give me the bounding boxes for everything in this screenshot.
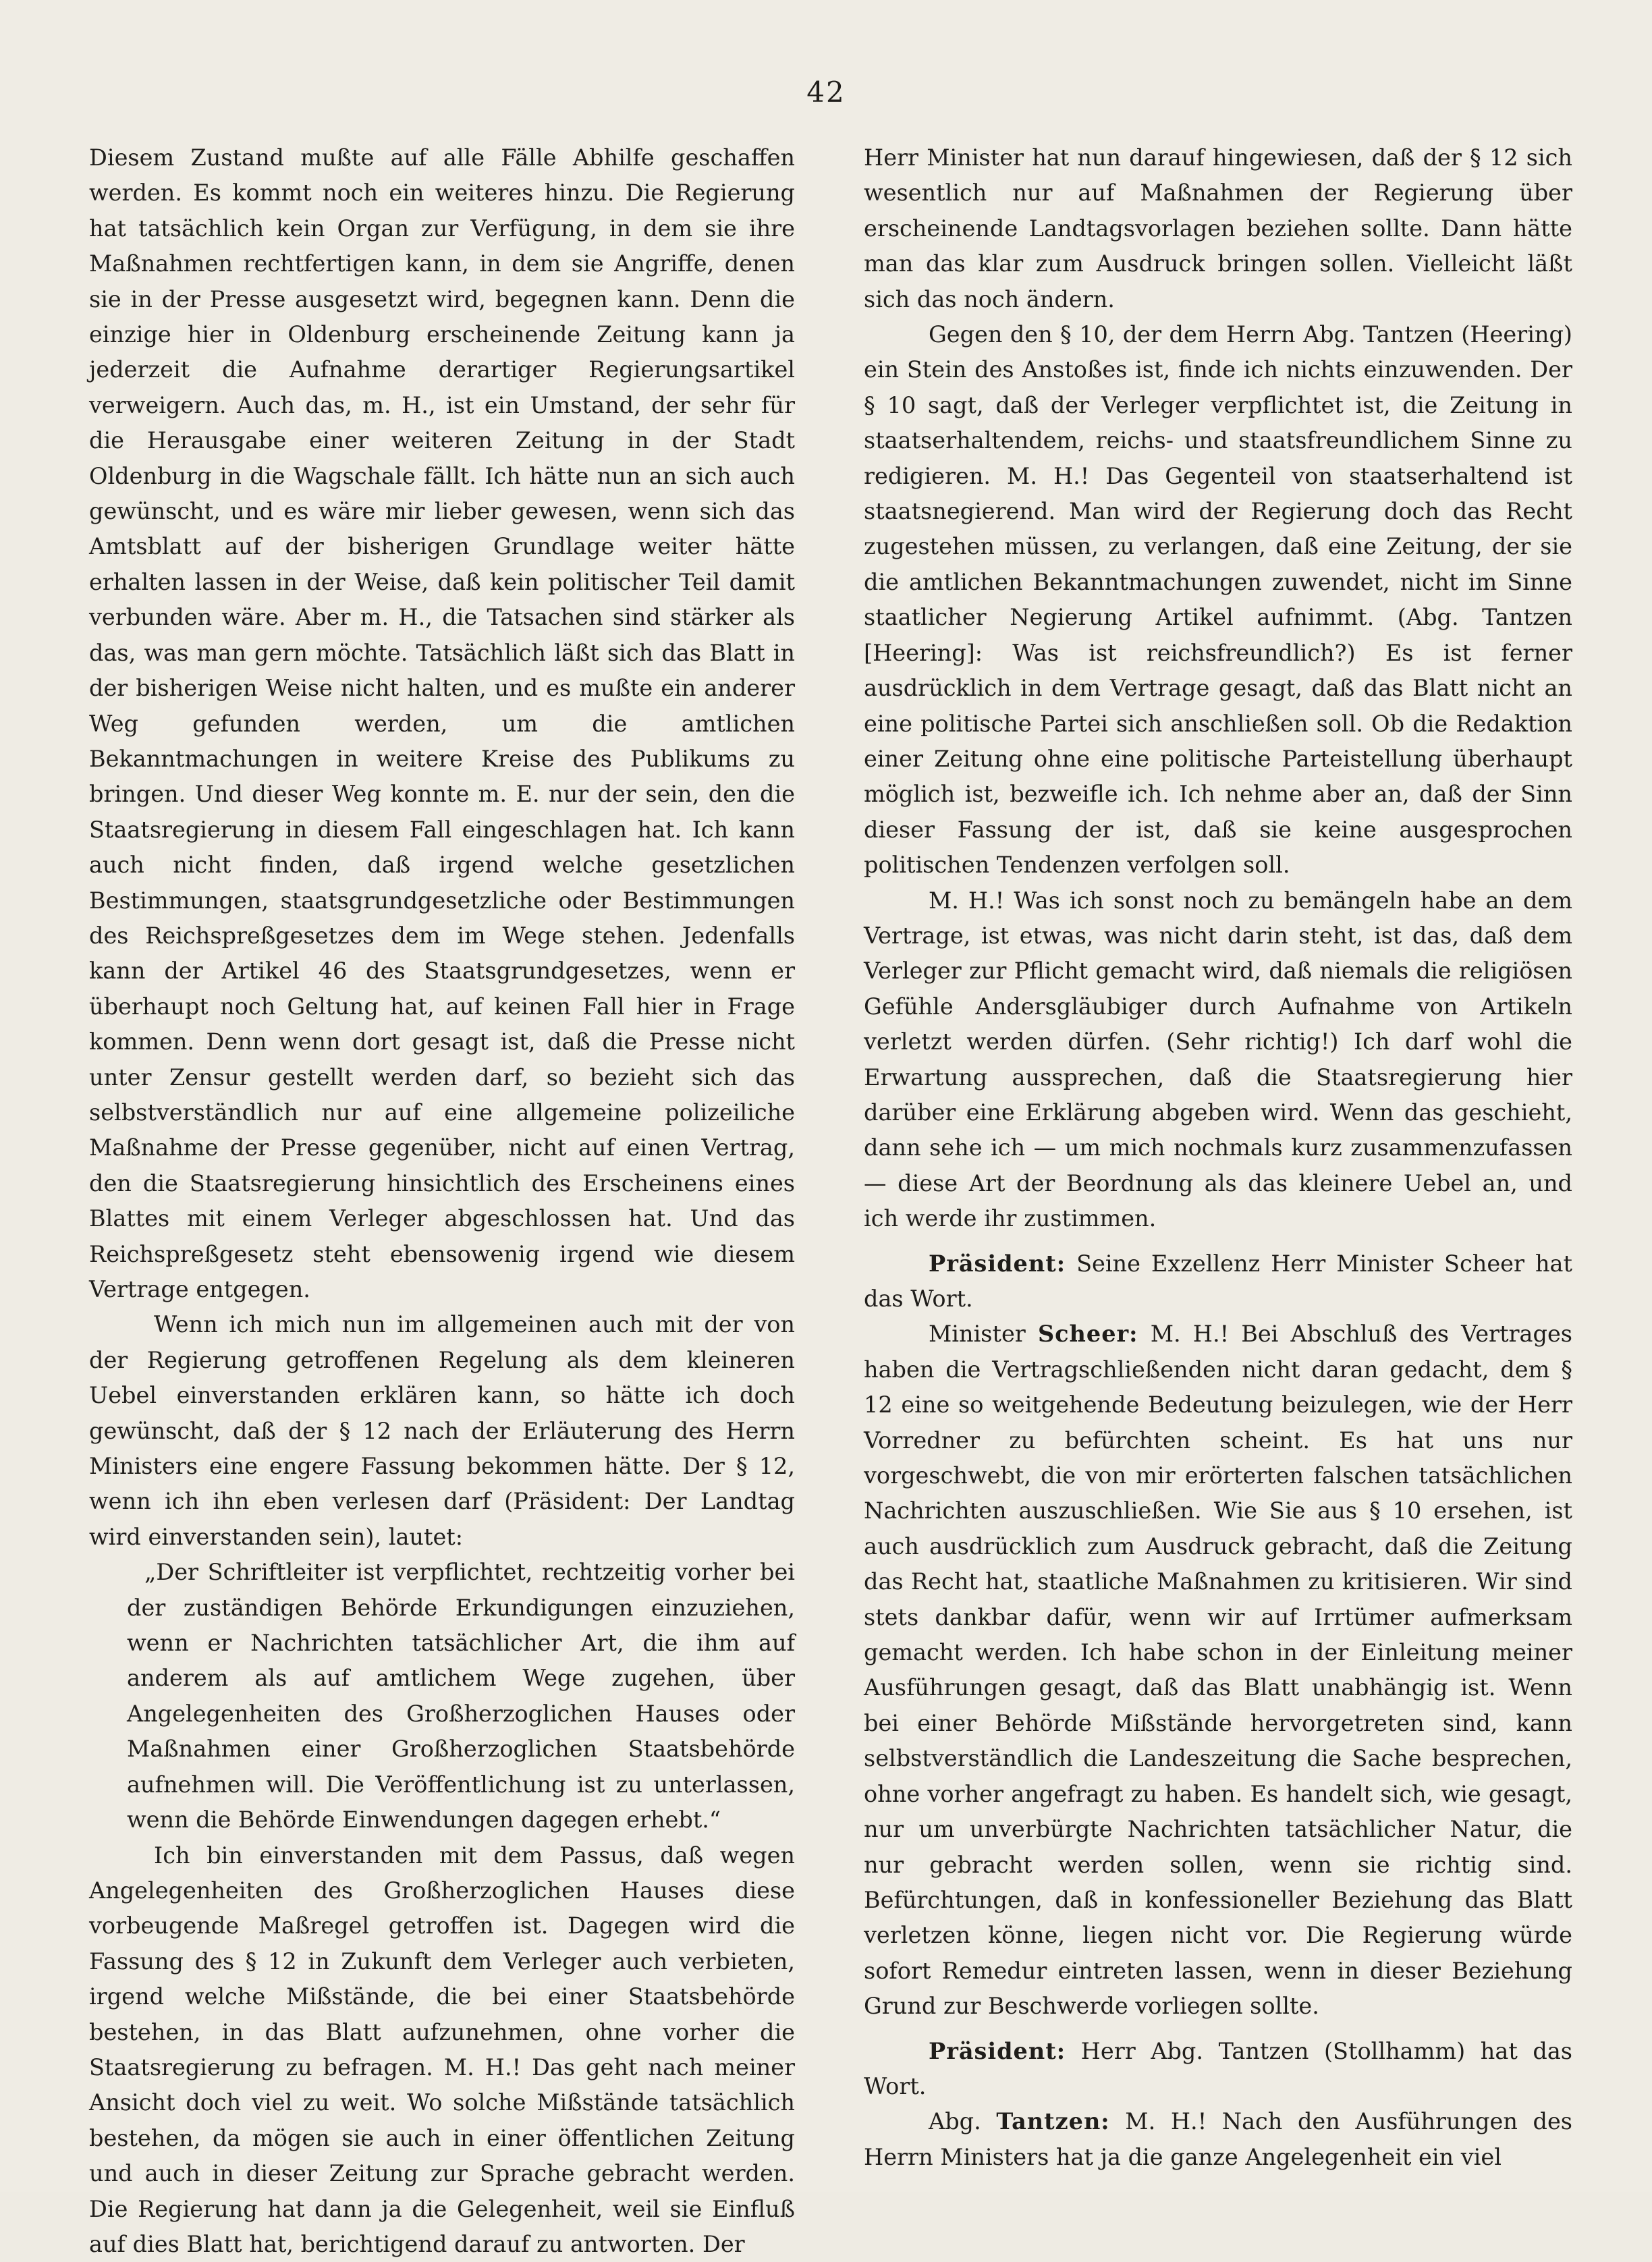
paragraph: Diesem Zustand mußte auf alle Fälle Abhilfe geschaffen werden. Es kommt noch ein weiteres hinzu. Die Regierung hat tatsächlich kein Organ zur Verfügung, in dem sie ihre Maßnahmen rechtfertigen kann, in dem sie Angriffe, denen sie in der Presse ausgesetzt wird, begegnen kann. Denn die einzige hier in Oldenburg erscheinende Zeitung kann ja jederzeit die Aufnahme derartiger Regierungsartikel verweigern. Auch das, m. H., ist ein Umstand, der sehr für die Herausgabe einer weiteren Zeitung in der Stadt Oldenburg in die Wagschale fällt. Ich hätte nun an sich auch gewünscht, und es wäre mir lieber gewesen, wenn sich das Amtsblatt auf der bisherigen Grundlage weiter hätte erhalten lassen in der Weise, daß kein politischer Teil damit verbunden wäre. Aber m. H., die Tatsachen sind stärker als das, was man gern möchte. Tatsächlich läßt sich das Blatt in der bisherigen Weise nicht halten, und es mußte ein anderer Weg gefunden werden, um die amtlichen Bekanntmachungen in weitere Kreise des Publikums zu bringen. Und dieser Weg konnte m. E. nur der sein, den die Staatsregierung in diesem Fall eingeschlagen hat. Ich kann auch nicht finden, daß irgend welche gesetzlichen Bestimmungen, staatsgrundgesetzliche oder Bestimmungen des Reichspreßgesetzes dem im Wege stehen. Jedenfalls kann der Artikel 46 des Staatsgrundgesetzes, wenn er überhaupt noch Geltung hat, auf keinen Fall hier in Frage kommen. Denn wenn dort gesagt ist, daß die Presse nicht unter Zensur gestellt werden darf, so bezieht sich das selbstverständlich nur auf eine allgemeine polizeiliche Maßnahme der Presse gegenüber, nicht auf einen Vertrag, den die Staatsregierung hinsichtlich des Erscheinens eines Blattes mit einem Verleger abgeschlossen hat. Und das Reichspreßgesetz steht ebensowenig irgend wie diesem Vertrage entgegen.: [89, 140, 795, 1307]
paragraph: Herr Minister hat nun darauf hingewiesen, daß der § 12 sich wesentlich nur auf Maßnahmen der Regierung über erscheinende Landtagsvorlagen beziehen sollte. Dann hätte man das klar zum Ausdruck bringen sollen. Vielleicht läßt sich das noch ändern.: [864, 140, 1572, 317]
speaker-paragraph: [864, 2104, 1572, 2175]
speech-text: Herr Abg. Tantzen (Stollhamm) hat das Wort.: [864, 2038, 1572, 2099]
right-column: [864, 140, 1572, 2175]
paragraph: Gegen den § 10, der dem Herrn Abg. Tantzen (Heering) ein Stein des Anstoßes ist, finde ich nichts einzuwenden. Der § 10 sagt, daß der Verleger verpflichtet ist, die Zeitung in staatserhaltendem, reichs- und staatsfreundlichem Sinne zu redigieren. M. H.! Das Gegenteil von staatserhaltend ist staatsnegierend. Man wird der Regierung doch das Recht zugestehen müssen, zu verlangen, daß eine Zeitung, der sie die amtlichen Bekanntmachungen zuwendet, nicht im Sinne staatlicher Negierung Artikel aufnimmt. (Abg. Tantzen [Heering]: Was ist reichsfreundlich?) Es ist ferner ausdrücklich in dem Vertrage gesagt, daß das Blatt nicht an eine politische Partei sich anschließen soll. Ob die Redaktion einer Zeitung ohne eine politische Parteistellung überhaupt möglich ist, bezweifle ich. Ich nehme aber an, daß der Sinn dieser Fassung der ist, daß sie keine ausgesprochen politischen Tendenzen verfolgen soll.: [864, 317, 1572, 883]
page-number: 42: [0, 76, 1652, 109]
speech-text: Seine Exzellenz Herr Minister Scheer hat das Wort.: [864, 1250, 1572, 1312]
speaker-role: Abg.: [929, 2108, 981, 2134]
speaker-label: Tantzen:: [996, 2108, 1109, 2134]
speaker-paragraph: [864, 2034, 1572, 2105]
left-column: [89, 140, 795, 2262]
quoted-paragraph-12: „Der Schriftleiter ist verpflichtet, rechtzeitig vorher bei der zuständigen Behörde Erkundigungen einzuziehen, wenn er Nachrichten tatsächlicher Art, die ihm auf anderem als auf amtlichem Wege zugehen, über Angelegenheiten des Großherzoglichen Hauses oder Maßnahmen einer Großherzoglichen Staatsbehörde aufnehmen will. Die Veröffentlichung ist zu unterlassen, wenn die Behörde Einwendungen dagegen erhebt.“: [127, 1555, 795, 1838]
speaker-paragraph: [864, 1317, 1572, 2024]
speaker-role: Minister: [929, 1321, 1026, 1347]
quotation-block: [127, 1555, 795, 1838]
speech-text: M. H.! Bei Abschluß des Vertrages haben die Vertragschließenden nicht daran gedacht, dem § 12 eine so weitgehende Bedeutung beizulegen, wie der Herr Vorredner zu befürchten scheint. Es hat uns nur vorgeschwebt, die von mir erörterten falschen tatsächlichen Nachrichten auszuschließen. Wie Sie aus § 10 ersehen, ist auch ausdrücklich zum Ausdruck gebracht, daß die Zeitung das Recht hat, staatliche Maßnahmen zu kritisieren. Wir sind stets dankbar dafür, wenn wir auf Irrtümer aufmerksam gemacht werden. Ich habe schon in der Einleitung meiner Ausführungen gesagt, daß das Blatt unabhängig ist. Wenn bei einer Behörde Mißstände hervorgetreten sind, kann selbstverständlich die Landeszeitung die Sache besprechen, ohne vorher angefragt zu haben. Es handelt sich, wie gesagt, nur um unverbürgte Nachrichten tatsächlicher Natur, die nur gebracht werden sollen, wenn sie richtig sind. Befürchtungen, daß in konfessioneller Beziehung das Blatt verletzen könne, liegen nicht vor. Die Regierung würde sofort Remedur eintreten lassen, wenn in dieser Beziehung Grund zur Beschwerde vorliegen sollte.: [864, 1321, 1572, 2019]
paragraph: M. H.! Was ich sonst noch zu bemängeln habe an dem Vertrage, ist etwas, was nicht darin steht, ist das, daß dem Verleger zur Pflicht gemacht wird, daß niemals die religiösen Gefühle Andersgläubiger durch Aufnahme von Artikeln verletzt werden dürfen. (Sehr richtig!) Ich darf wohl die Erwartung aussprechen, daß die Staatsregierung hier darüber eine Erklärung abgeben wird. Wenn das geschieht, dann sehe ich — um mich nochmals kurz zusammenzufassen — diese Art der Beordnung als das kleinere Uebel an, und ich werde ihr zustimmen.: [864, 883, 1572, 1237]
paragraph: Ich bin einverstanden mit dem Passus, daß wegen Angelegenheiten des Großherzoglichen Hauses diese vorbeugende Maßregel getroffen ist. Dagegen wird die Fassung des § 12 in Zukunft dem Verleger auch verbieten, irgend welche Mißstände, die bei einer Staatsbehörde bestehen, in das Blatt aufzunehmen, ohne vorher die Staatsregierung zu befragen. M. H.! Das geht nach meiner Ansicht doch viel zu weit. Wo solche Mißstände tatsächlich bestehen, da mögen sie auch in einer öffentlichen Zeitung und auch in dieser Zeitung zur Sprache gebracht werden. Die Regierung hat dann ja die Gelegenheit, weil sie Einfluß auf dies Blatt hat, berichtigend darauf zu antworten. Der: [89, 1838, 795, 2262]
speech-text: M. H.! Nach den Ausführungen des Herrn Ministers hat ja die ganze Angelegenheit ein viel: [864, 2108, 1572, 2170]
speaker-label: Präsident:: [929, 2038, 1066, 2064]
speaker-label: Präsident:: [929, 1250, 1066, 1277]
paragraph: Wenn ich mich nun im allgemeinen auch mit der von der Regierung getroffenen Regelung als dem kleineren Uebel einverstanden erklären kann, so hätte ich doch gewünscht, daß der § 12 nach der Erläuterung des Herrn Ministers eine engere Fassung bekommen hätte. Der § 12, wenn ich ihn eben verlesen darf (Präsident: Der Landtag wird einverstanden sein), lautet:: [89, 1307, 795, 1555]
speaker-paragraph: [864, 1246, 1572, 1317]
speaker-label: Scheer:: [1038, 1321, 1138, 1347]
